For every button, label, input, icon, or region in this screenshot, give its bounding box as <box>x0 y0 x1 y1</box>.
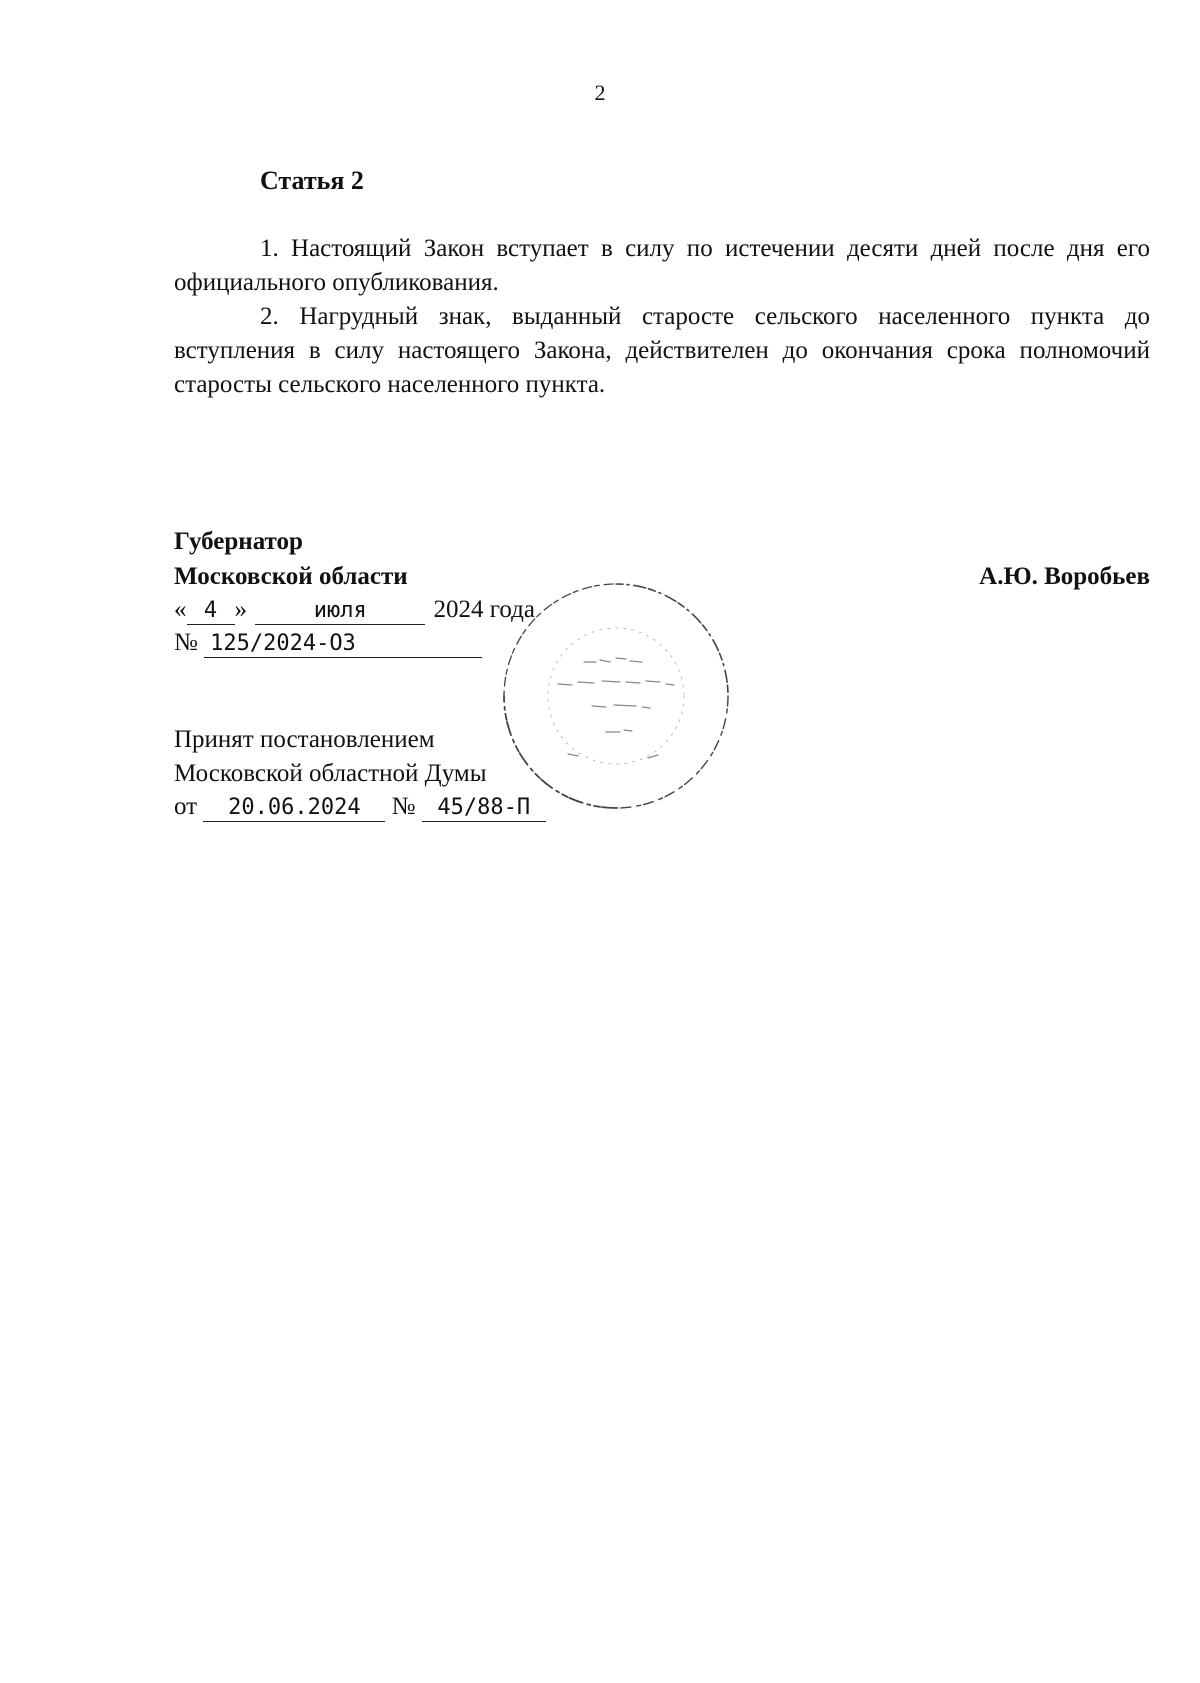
adoption-date: 20.06.2024 <box>203 795 385 822</box>
signer-position-line-2: Московской области <box>174 563 408 590</box>
page-number: 2 <box>594 80 606 105</box>
signer-position-line-1: Губернатор <box>174 528 303 555</box>
article-paragraph-1 <box>174 232 1150 300</box>
signer-name: А.Ю. Воробьев <box>979 563 1150 590</box>
number-sign: № <box>391 793 416 820</box>
adoption-line-1: Принят постановлением <box>174 726 435 753</box>
signing-month: июля <box>255 598 425 625</box>
article-paragraph-2 <box>174 300 1150 402</box>
adoption-line-3 <box>174 793 546 822</box>
law-number: 125/2024-ОЗ <box>204 631 482 658</box>
quote-open: « <box>174 596 187 623</box>
from-label: от <box>174 793 198 820</box>
number-sign: № <box>174 629 198 656</box>
law-number-line <box>174 629 482 658</box>
signing-year: 2024 года <box>433 596 535 623</box>
signing-day: 4 <box>187 598 235 625</box>
quote-close: » <box>234 596 247 623</box>
signing-date-line <box>174 596 535 625</box>
official-seal-stamp <box>498 578 734 814</box>
resolution-number: 45/88-П <box>422 795 546 822</box>
adoption-line-2: Московской областной Думы <box>174 760 487 787</box>
paragraph-text: 2. Нагрудный знак, выданный старосте сельского населенного пункта до вступления в силу настоящего Закона, действителен до окончания срока полномочий старосты сельского населенного пункта. <box>174 303 1150 398</box>
article-title: Статья 2 <box>260 166 364 195</box>
paragraph-text: 1. Настоящий Закон вступает в силу по истечении десяти дней после дня его официального опубликования. <box>174 235 1150 296</box>
